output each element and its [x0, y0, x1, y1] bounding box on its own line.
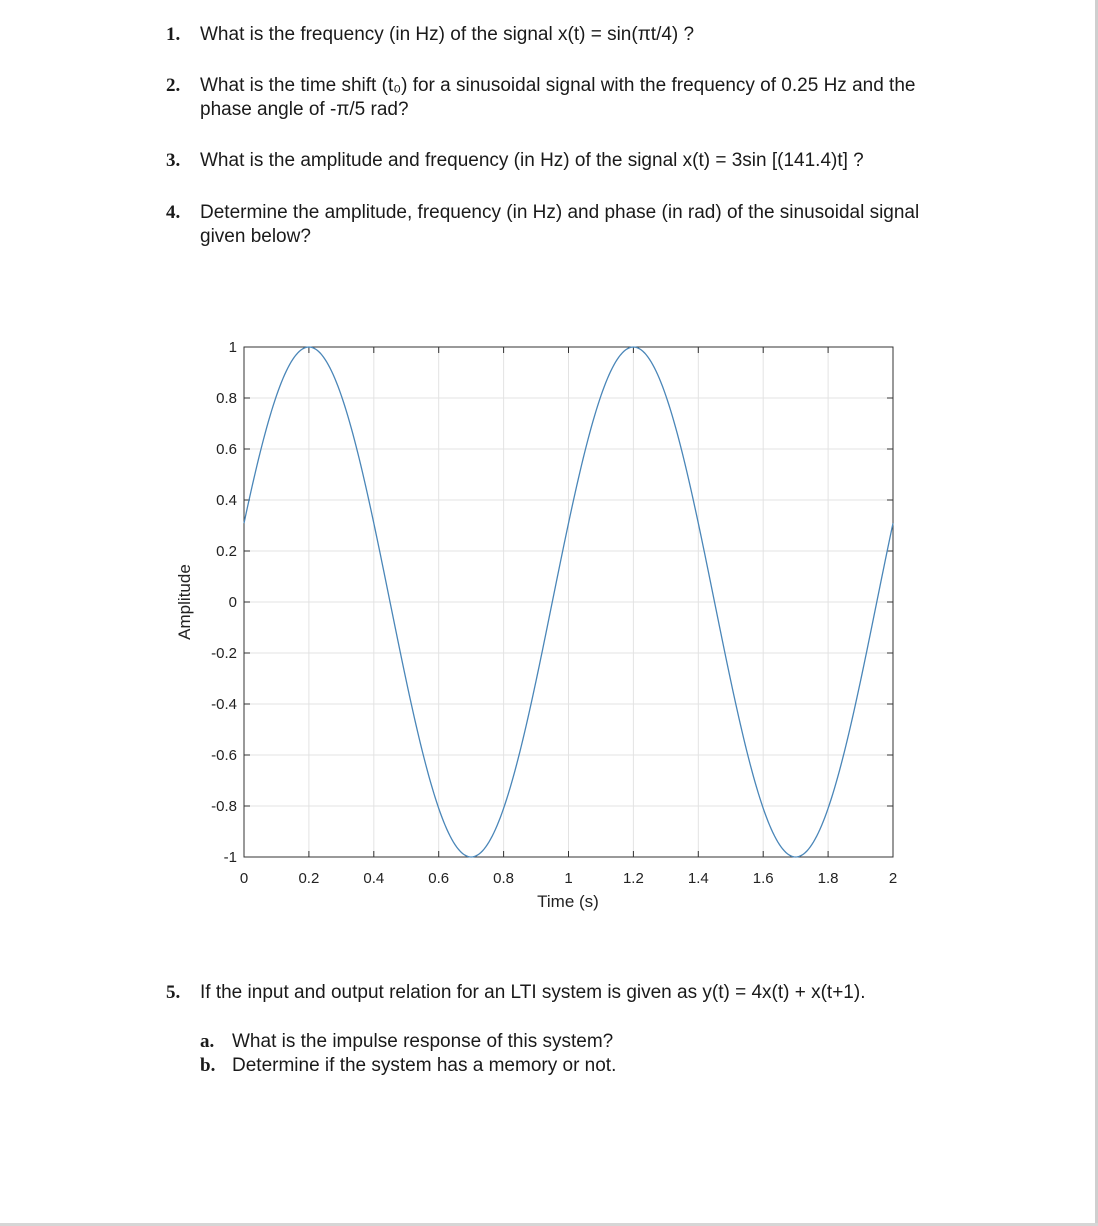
x-tick-label: 1.8	[817, 870, 839, 887]
x-tick-label: 1.2	[622, 870, 644, 887]
question-1-number: 1.	[166, 24, 181, 45]
subquestion-a-text: What is the impulse response of this system?	[232, 1031, 614, 1052]
question-4-text: Determine the amplitude, frequency (in Hz) and phase (in rad) of the sinusoidal signal given below?	[200, 202, 920, 247]
y-tick-label: 0	[228, 594, 237, 611]
y-tick-label: 0.8	[216, 390, 237, 407]
y-tick-label: 0.2	[216, 543, 237, 560]
question-2-text: What is the time shift (t₀) for a sinusoidal signal with the frequency of 0.25 Hz and the phase angle of -π/5 rad?	[200, 75, 916, 120]
subquestion-a-label: a.	[200, 1031, 215, 1052]
y-tick-label: -0.8	[211, 798, 237, 815]
subquestion-b-label: b.	[200, 1055, 216, 1076]
y-tick-label: 1	[228, 339, 237, 356]
x-axis-label: Time (s)	[537, 892, 599, 911]
y-tick-label: -0.2	[211, 645, 237, 662]
y-tick-label: -0.4	[211, 696, 237, 713]
y-tick-label: 0.4	[216, 492, 237, 509]
x-tick-label: 1.6	[752, 870, 774, 887]
subquestion-b-text: Determine if the system has a memory or not.	[232, 1055, 617, 1076]
x-tick-label: 0.2	[298, 870, 320, 887]
chart-grid	[244, 347, 893, 857]
question-5-text: If the input and output relation for an LTI system is given as y(t) = 4x(t) + x(t+1).	[200, 982, 866, 1003]
question-1-text: What is the frequency (in Hz) of the signal x(t) = sin(πt/4) ?	[200, 24, 695, 45]
x-tick-label: 0.8	[493, 870, 515, 887]
question-5-number: 5.	[166, 982, 181, 1003]
y-tick-labels	[211, 339, 237, 866]
question-2-number: 2.	[166, 75, 181, 96]
x-tick-labels	[240, 870, 897, 887]
y-tick-label: -0.6	[211, 747, 237, 764]
x-tick-label: 1	[564, 870, 573, 887]
question-3-number: 3.	[166, 150, 181, 171]
x-tick-label: 1.4	[687, 870, 709, 887]
x-tick-label: 0	[239, 870, 249, 887]
y-axis-label: Amplitude	[175, 564, 194, 640]
y-tick-label: -1	[223, 849, 237, 866]
y-tick-label: 0.6	[216, 441, 237, 458]
x-tick-label: 0.6	[428, 870, 450, 887]
x-tick-label: 2	[888, 870, 898, 887]
x-tick-label: 0.4	[363, 870, 385, 887]
question-4-number: 4.	[166, 202, 181, 223]
question-3-text: What is the amplitude and frequency (in Hz) of the signal x(t) = 3sin [(141.4)t] ?	[200, 150, 864, 171]
